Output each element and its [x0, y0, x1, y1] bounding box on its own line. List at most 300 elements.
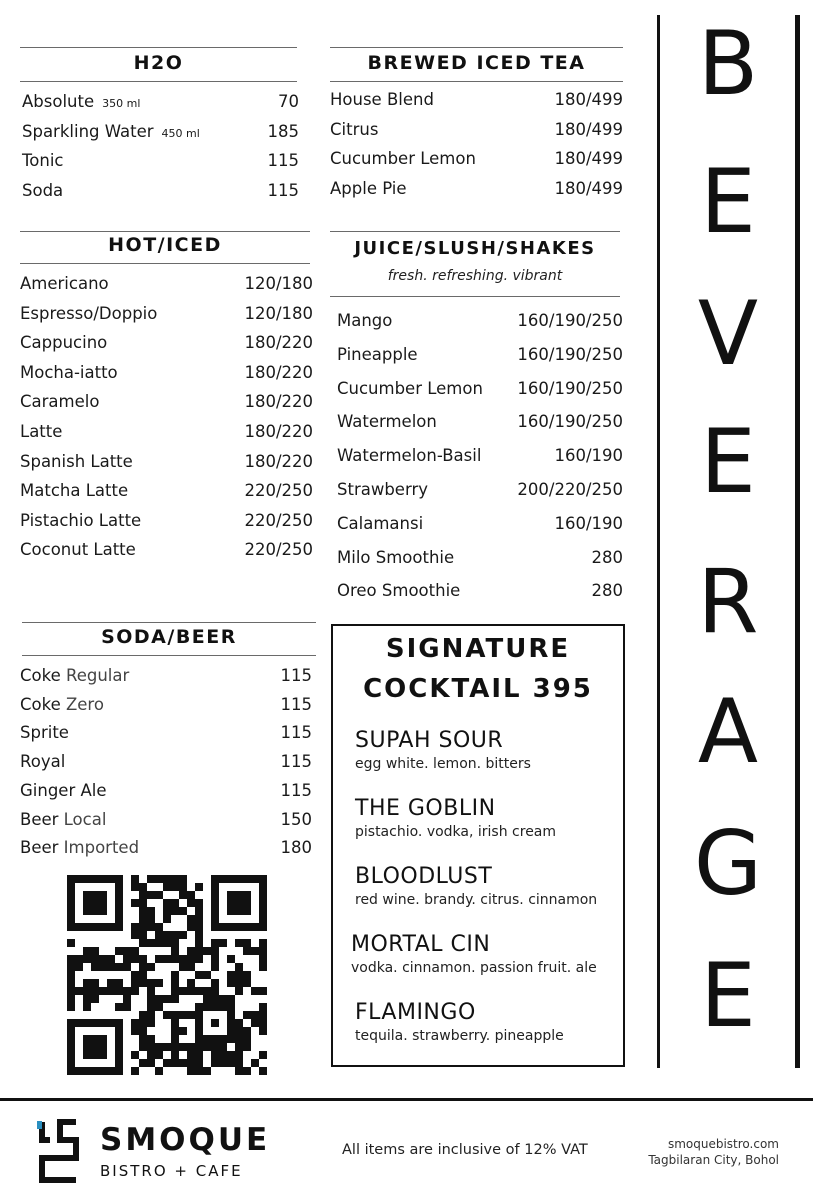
- qr-module: [163, 1059, 171, 1067]
- qr-module: [131, 931, 139, 939]
- qr-module: [163, 875, 171, 883]
- item-name: [337, 379, 483, 398]
- qr-module: [179, 907, 187, 915]
- qr-module: [139, 1059, 147, 1067]
- cocktail-name: SUPAH SOUR: [355, 728, 504, 753]
- qr-module: [147, 907, 155, 915]
- qr-module: [219, 1059, 227, 1067]
- qr-module: [243, 1011, 251, 1019]
- item-price: 180/220: [244, 362, 313, 382]
- qr-module: [83, 995, 91, 1003]
- item-name-text: Cappucino: [20, 333, 108, 353]
- item-price: 220/250: [244, 481, 313, 501]
- qr-module: [195, 939, 203, 947]
- item-variant: Imported: [58, 838, 140, 858]
- qr-module: [251, 1019, 259, 1027]
- item-name: [20, 540, 136, 559]
- cocktail-description: egg white. lemon. bitters: [355, 756, 531, 772]
- qr-module: [211, 963, 219, 971]
- divider: [22, 622, 316, 623]
- qr-module: [211, 1059, 219, 1067]
- item-price: 180/220: [244, 333, 313, 353]
- qr-module: [155, 995, 163, 1003]
- item-price: 200/220/250: [517, 480, 623, 499]
- qr-module: [259, 1011, 267, 1019]
- qr-module: [179, 987, 187, 995]
- item-name-text: Matcha Latte: [20, 481, 129, 501]
- qr-module: [147, 1019, 155, 1027]
- item-name: [337, 581, 460, 600]
- qr-module: [91, 955, 99, 963]
- qr-module: [163, 995, 171, 1003]
- item-name-text: Calamansi: [337, 513, 424, 533]
- qr-module: [123, 987, 131, 995]
- qr-module: [75, 987, 83, 995]
- item-price: 70: [278, 92, 299, 111]
- qr-module: [123, 947, 131, 955]
- qr-module: [147, 987, 155, 995]
- side-title-letter: R: [697, 550, 759, 653]
- qr-module: [179, 883, 187, 891]
- item-name-text: Spanish Latte: [20, 451, 133, 471]
- item-price: 180/499: [554, 178, 623, 198]
- website-link[interactable]: smoquebistro.com: [667, 1137, 779, 1151]
- qr-module: [139, 1027, 147, 1035]
- item-name: [20, 511, 141, 530]
- item-price: 180/499: [554, 149, 623, 168]
- qr-module: [171, 1027, 179, 1035]
- qr-module: [131, 1067, 139, 1075]
- qr-module: [91, 995, 99, 1003]
- qr-module: [155, 931, 163, 939]
- qr-module: [123, 1003, 131, 1011]
- item-name: [20, 363, 118, 382]
- qr-module: [147, 995, 155, 1003]
- item-name: [22, 92, 140, 111]
- item-name: [330, 120, 378, 139]
- qr-module: [171, 1011, 179, 1019]
- qr-module: [139, 1043, 147, 1051]
- qr-module: [211, 939, 219, 947]
- qr-module: [187, 1011, 195, 1019]
- signature-cocktail-box: [331, 624, 625, 1067]
- qr-module: [227, 995, 235, 1003]
- qr-module: [243, 939, 251, 947]
- qr-module: [195, 883, 203, 891]
- qr-module: [123, 995, 131, 1003]
- side-title-letter: B: [697, 12, 759, 115]
- qr-module: [203, 947, 211, 955]
- item-price: 180/220: [244, 422, 313, 441]
- qr-module: [179, 1059, 187, 1067]
- location-text: Tagbilaran City, Bohol: [648, 1153, 779, 1167]
- qr-module: [251, 987, 259, 995]
- qr-module: [163, 883, 171, 891]
- item-name-text: Ginger Ale: [20, 780, 107, 800]
- qr-module: [259, 947, 267, 955]
- item-name: [337, 412, 437, 431]
- qr-module: [171, 1035, 179, 1043]
- qr-module: [147, 1051, 155, 1059]
- side-title-letter: E: [700, 410, 756, 513]
- qr-module: [187, 923, 195, 931]
- qr-module: [171, 955, 179, 963]
- qr-module: [131, 979, 139, 987]
- item-price: 115: [280, 780, 312, 800]
- item-price: 180: [280, 838, 312, 858]
- cocktail-description: tequila. strawberry. pineapple: [355, 1028, 564, 1044]
- qr-module: [259, 987, 267, 995]
- qr-module: [147, 979, 155, 987]
- qr-module: [179, 931, 187, 939]
- qr-module: [171, 875, 179, 883]
- qr-module: [187, 987, 195, 995]
- qr-module: [139, 899, 147, 907]
- qr-module: [259, 1003, 267, 1011]
- qr-module: [99, 987, 107, 995]
- footer-divider: [0, 1098, 813, 1101]
- qr-module: [179, 1027, 187, 1035]
- item-price: 115: [267, 151, 299, 170]
- qr-module: [235, 963, 243, 971]
- qr-module: [235, 1027, 243, 1035]
- item-price: 220/250: [244, 540, 313, 560]
- item-name: [22, 181, 63, 200]
- qr-module: [107, 955, 115, 963]
- item-name-text: Coke: [20, 694, 61, 714]
- qr-module: [115, 979, 123, 987]
- section-title-brewed-iced-tea: BREWED ICED TEA: [367, 52, 586, 74]
- qr-module: [227, 891, 251, 915]
- qr-module: [139, 883, 147, 891]
- item-name: [20, 452, 133, 471]
- qr-module: [91, 947, 99, 955]
- side-title-letter: E: [700, 944, 756, 1047]
- qr-module: [171, 947, 179, 955]
- item-name-text: Caramelo: [20, 392, 100, 412]
- qr-module: [147, 1035, 155, 1043]
- qr-module: [235, 1043, 243, 1051]
- item-name-text: Mango: [337, 311, 393, 330]
- qr-module: [235, 1035, 243, 1043]
- qr-module: [171, 1019, 179, 1027]
- qr-module: [187, 915, 195, 923]
- item-name-text: Pistachio Latte: [20, 510, 142, 530]
- qr-module: [139, 1011, 147, 1019]
- qr-module: [163, 915, 171, 923]
- item-price: 115: [267, 180, 299, 200]
- qr-module: [139, 939, 147, 947]
- qr-module: [179, 875, 187, 883]
- qr-module: [203, 971, 211, 979]
- qr-module: [163, 1011, 171, 1019]
- section-title-hot-iced: HOT/ICED: [108, 234, 222, 256]
- qr-module: [195, 1051, 203, 1059]
- item-name: [330, 149, 476, 168]
- divider: [20, 47, 297, 48]
- qr-module: [99, 963, 107, 971]
- item-name-text: Citrus: [330, 119, 379, 139]
- side-title-letter: E: [700, 150, 756, 253]
- section-title-h2o: H2O: [133, 52, 184, 74]
- qr-module: [187, 1067, 195, 1075]
- qr-module: [259, 963, 267, 971]
- qr-module: [227, 979, 235, 987]
- item-name: [330, 90, 434, 109]
- item-name: [337, 311, 392, 330]
- qr-module: [155, 955, 163, 963]
- qr-module: [251, 1011, 259, 1019]
- qr-module: [227, 955, 235, 963]
- qr-module: [67, 939, 75, 947]
- qr-module: [147, 939, 155, 947]
- qr-module: [131, 1019, 139, 1027]
- qr-module: [147, 1043, 155, 1051]
- qr-module: [123, 963, 131, 971]
- qr-module: [195, 971, 203, 979]
- item-name: [20, 422, 62, 441]
- qr-module: [259, 939, 267, 947]
- item-size: 350 ml: [102, 97, 141, 110]
- qr-module: [179, 1043, 187, 1051]
- item-price: 280: [591, 581, 623, 601]
- item-name-text: Oreo Smoothie: [337, 581, 461, 601]
- qr-module: [99, 955, 107, 963]
- qr-module: [179, 955, 187, 963]
- qr-module: [187, 1043, 195, 1051]
- qr-module: [203, 987, 211, 995]
- divider: [20, 81, 297, 82]
- brand-name: SMOQUE: [100, 1122, 271, 1158]
- qr-module: [83, 955, 91, 963]
- qr-module: [219, 1043, 227, 1051]
- qr-module: [219, 995, 227, 1003]
- item-name-text: Milo Smoothie: [337, 547, 455, 567]
- qr-module: [203, 1067, 211, 1075]
- cocktail-description: red wine. brandy. citrus. cinnamon: [355, 892, 598, 908]
- qr-module: [83, 947, 91, 955]
- qr-module: [83, 891, 107, 915]
- qr-module: [171, 1043, 179, 1051]
- cocktail-title-line1: SIGNATURE: [385, 634, 571, 664]
- item-name: [20, 392, 99, 411]
- qr-module: [147, 963, 155, 971]
- item-name: [337, 514, 423, 533]
- qr-module: [147, 923, 155, 931]
- qr-module: [195, 1067, 203, 1075]
- qr-module: [195, 1059, 203, 1067]
- item-price: 115: [280, 666, 312, 685]
- item-variant: Local: [58, 809, 107, 829]
- item-name-text: Americano: [20, 274, 109, 293]
- qr-module: [155, 1043, 163, 1051]
- brand-subtitle: BISTRO + CAFE: [100, 1162, 243, 1180]
- item-price: 180/220: [244, 392, 313, 412]
- item-name: [20, 274, 109, 293]
- qr-module: [163, 907, 171, 915]
- item-name: [337, 480, 428, 499]
- cocktail-name: THE GOBLIN: [355, 796, 496, 821]
- qr-module: [83, 1003, 91, 1011]
- qr-module: [123, 955, 131, 963]
- divider: [330, 81, 623, 82]
- qr-module: [243, 1035, 251, 1043]
- section-title-soda-beer: SODA/BEER: [101, 626, 237, 648]
- qr-module: [259, 1019, 267, 1027]
- qr-module: [235, 1059, 243, 1067]
- side-rule-left: [657, 15, 660, 1068]
- qr-module: [251, 947, 259, 955]
- qr-module: [195, 923, 203, 931]
- qr-module: [139, 915, 147, 923]
- qr-module: [211, 947, 219, 955]
- item-name: [330, 179, 407, 198]
- qr-module: [147, 1059, 155, 1067]
- qr-module: [131, 987, 139, 995]
- qr-module: [163, 931, 171, 939]
- qr-module: [131, 947, 139, 955]
- qr-module: [203, 1043, 211, 1051]
- qr-module: [115, 1003, 123, 1011]
- qr-module: [91, 963, 99, 971]
- qr-module: [131, 1051, 139, 1059]
- qr-module: [243, 1027, 251, 1035]
- vat-note: All items are inclusive of 12% VAT: [342, 1142, 588, 1158]
- item-name: [20, 481, 128, 500]
- qr-module: [203, 995, 211, 1003]
- qr-module: [155, 1067, 163, 1075]
- qr-module: [227, 1051, 235, 1059]
- side-title-letter: A: [697, 680, 759, 783]
- item-size: 450 ml: [161, 126, 200, 140]
- qr-module: [251, 1059, 259, 1067]
- qr-module: [171, 1059, 179, 1067]
- qr-module: [83, 979, 91, 987]
- qr-module: [187, 963, 195, 971]
- side-title-letter: G: [693, 812, 763, 915]
- qr-module: [235, 1051, 243, 1059]
- section-title-juice: JUICE/SLUSH/SHAKES: [354, 238, 596, 259]
- qr-module: [187, 947, 195, 955]
- qr-module: [139, 955, 147, 963]
- qr-module: [115, 947, 123, 955]
- qr-module: [243, 971, 251, 979]
- qr-module: [211, 1019, 219, 1027]
- item-price: 160/190/250: [517, 311, 623, 330]
- item-name-text: Soda: [22, 180, 64, 200]
- item-name: [20, 810, 106, 829]
- item-price: 160/190: [554, 446, 623, 466]
- qr-module: [219, 939, 227, 947]
- qr-module: [147, 891, 155, 899]
- item-name-text: Pineapple: [337, 344, 418, 364]
- item-price: 160/190/250: [517, 378, 623, 398]
- qr-module: [171, 931, 179, 939]
- qr-module: [155, 939, 163, 947]
- qr-module: [75, 963, 83, 971]
- qr-module: [227, 971, 235, 979]
- item-name: [20, 666, 129, 685]
- qr-module: [139, 907, 147, 915]
- qr-module: [67, 955, 75, 963]
- qr-module: [131, 899, 139, 907]
- qr-module: [171, 995, 179, 1003]
- item-name-text: Tonic: [22, 151, 64, 170]
- qr-module: [211, 979, 219, 987]
- qr-module: [171, 899, 179, 907]
- item-price: 160/190/250: [517, 344, 623, 364]
- cocktail-description: pistachio. vodka, irish cream: [355, 824, 557, 840]
- cocktail-name: BLOODLUST: [355, 864, 493, 889]
- qr-module: [259, 1051, 267, 1059]
- item-price: 115: [280, 752, 312, 772]
- qr-module: [235, 987, 243, 995]
- item-name: [337, 345, 418, 364]
- qr-module: [195, 955, 203, 963]
- qr-module: [139, 979, 147, 987]
- qr-module: [147, 875, 155, 883]
- qr-code-icon[interactable]: [67, 875, 267, 1075]
- qr-module: [115, 987, 123, 995]
- qr-module: [259, 955, 267, 963]
- qr-module: [155, 1003, 163, 1011]
- qr-module: [243, 1067, 251, 1075]
- item-price: 180/499: [554, 119, 623, 139]
- qr-module: [211, 1051, 219, 1059]
- item-name-text: Beer: [20, 809, 59, 829]
- item-price: 280: [591, 547, 623, 567]
- qr-module: [243, 947, 251, 955]
- item-name: [20, 723, 69, 742]
- divider: [22, 655, 316, 656]
- qr-module: [187, 891, 195, 899]
- qr-module: [139, 931, 147, 939]
- qr-module: [91, 979, 99, 987]
- side-rule-right: [795, 15, 800, 1068]
- qr-module: [163, 1043, 171, 1051]
- qr-module: [147, 1011, 155, 1019]
- qr-module: [211, 1043, 219, 1051]
- item-name-text: Watermelon-Basil: [337, 446, 482, 466]
- qr-module: [243, 1043, 251, 1051]
- qr-module: [187, 955, 195, 963]
- cocktail-description: vodka. cinnamon. passion fruit. ale: [351, 960, 597, 976]
- qr-module: [115, 963, 123, 971]
- item-name-text: Sprite: [20, 723, 69, 743]
- item-name: [337, 446, 481, 465]
- qr-module: [211, 955, 219, 963]
- qr-module: [131, 875, 139, 883]
- qr-module: [179, 1011, 187, 1019]
- item-name-text: Mocha-iatto: [20, 362, 118, 382]
- qr-module: [171, 907, 179, 915]
- item-name-text: Cucumber Lemon: [330, 149, 476, 168]
- qr-module: [171, 971, 179, 979]
- item-price: 160/190: [554, 513, 623, 533]
- qr-module: [195, 947, 203, 955]
- qr-module: [187, 899, 195, 907]
- item-name-text: Watermelon: [337, 412, 437, 432]
- qr-module: [83, 1035, 107, 1059]
- qr-module: [67, 987, 75, 995]
- qr-module: [171, 987, 179, 995]
- item-price: 115: [280, 694, 312, 714]
- qr-module: [171, 883, 179, 891]
- item-name: [20, 304, 157, 323]
- item-price: 220/250: [244, 510, 313, 530]
- qr-module: [163, 939, 171, 947]
- qr-module: [67, 971, 75, 979]
